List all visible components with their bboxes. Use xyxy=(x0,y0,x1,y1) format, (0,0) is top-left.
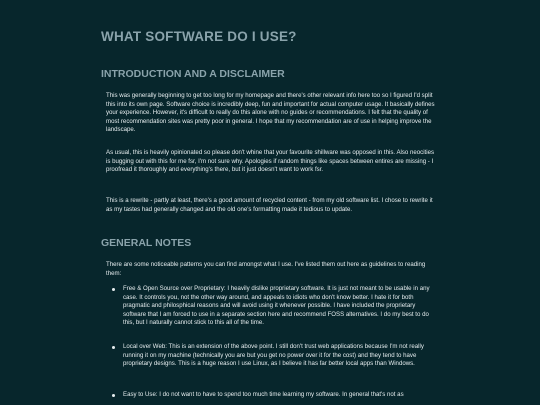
section-heading-general-notes: GENERAL NOTES xyxy=(101,237,192,249)
bullet-icon xyxy=(112,346,115,349)
section-heading-introduction: INTRODUCTION AND A DISCLAIMER xyxy=(101,68,285,80)
list-item: Free & Open Source over Proprietary: I heavily dislike proprietary software. It is just not meant to be usable in any case. It controls you, not the other way around, and appeals to idiots who don't know better. I hate it for both pragmatic and philosphical reasons and will avoid using it whenever possible. I have included the proprietary software that I am forced to use in a separate section here and recommend FOSS alternatives. I do my best to do this, but I naturally cannot stick to this all of the time. xyxy=(123,285,430,327)
intro-paragraph: As usual, this is heavily opinionated so please don't whine that your favourite shillware was opposed in this. Also neocities is bugging out with this for me fsr, I'm not sure why. Apologies if random things like spaces between entires are missing - I proofread it thoroughly and everything's there, but it just doesn't want to work fsr. xyxy=(106,149,435,174)
bullet-icon xyxy=(112,288,115,291)
page-title: WHAT SOFTWARE DO I USE? xyxy=(101,29,297,44)
list-item: Easy to Use: I do not want to have to spend too much time learning my software. In general that's not as xyxy=(123,391,404,398)
intro-paragraph: This is a rewrite - partly at least, there's a good amount of recycled content - from my old software list. I chose to rewrite it as my tastes had generally changed and the old one's formatting made it tedious to update. xyxy=(106,197,433,213)
intro-paragraph: This was generally beginning to get too long for my homepage and there's other relevant info here too so I figured I'd split this into its own page. Software choice is incredibly deep, fun and important for actual computer usage. It basically defines your experience. However, it's difficult to really do this alone with no guides or recommendations. I felt that the quality of most recommendation sites was pretty poor in general. I hope that my recommendation are of use in helping improve the landscape. xyxy=(106,92,435,134)
bullet-icon xyxy=(112,394,115,397)
list-item: Local over Web: This is an extension of the above point. I still don't trust web applications because I'm not really running it on my machine (technically you are but you get no power over it for the cost) and they tend to have proprietary designs. This is a huge reason I use Linux, as I believe it has far better local apps than Windows. xyxy=(123,343,424,368)
general-notes-intro: There are some noticeable patterns you can find amongst what I use. I've listed them out here as guidelines to reading them: xyxy=(106,261,426,277)
